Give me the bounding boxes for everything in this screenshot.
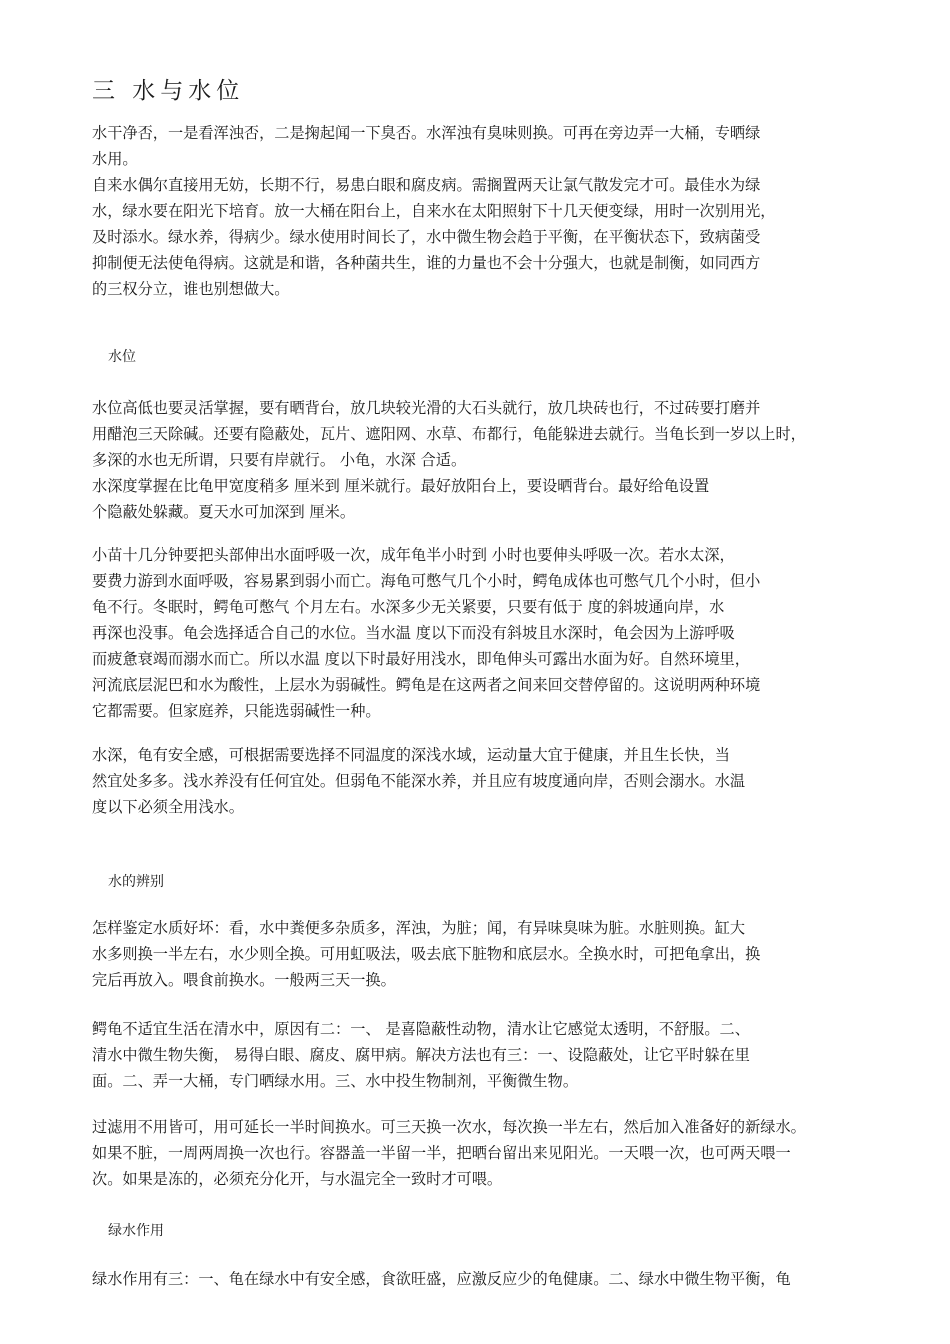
paragraph-breathing	[92, 542, 862, 724]
paragraph-filtering	[92, 1114, 862, 1192]
text-line: 水用。	[92, 150, 138, 168]
text-line: 多深的水也无所谓，只要有岸就行。 小龟，水深 合适。	[92, 451, 467, 469]
text-line: 水干净否，一是看浑浊否，二是掬起闻一下臭否。水浑浊有臭味则换。可再在旁边弄一大桶，专晒绿	[92, 124, 761, 142]
text-line: 水，绿水要在阳光下培育。放一大桶在阳台上，自来水在太阳照射下十几天便变绿，用时一次别用光，	[92, 202, 776, 220]
text-line: 次。如果是冻的，必须充分化开，与水温完全一致时才可喂。	[92, 1170, 503, 1188]
text-line: 抑制便无法使龟得病。这就是和谐，各种菌共生，谁的力量也不会十分强大，也就是制衡，如同西方	[92, 254, 761, 272]
text-line: 小苗十几分钟要把头部伸出水面呼吸一次，成年龟半小时到 小时也要伸头呼吸一次。若水太深，	[92, 546, 735, 564]
text-line: 个隐蔽处躲藏。夏天水可加深到 厘米。	[92, 503, 356, 521]
text-line: 水多则换一半左右，水少则全换。可用虹吸法，吸去底下脏物和底层水。全换水时，可把龟拿出，换	[92, 945, 761, 963]
text-line: 及时添水。绿水养，得病少。绿水使用时间长了，水中微生物会趋于平衡，在平衡状态下，致病菌受	[92, 228, 761, 246]
section-heading-water-identification: 水的辨别	[108, 874, 164, 890]
paragraph-green-water	[92, 1266, 862, 1292]
text-line: 怎样鉴定水质好坏：看，水中粪便多杂质多，浑浊，为脏；闻，有异味臭味为脏。水脏则换。缸大	[92, 919, 746, 937]
text-line: 的三权分立，谁也别想做大。	[92, 280, 290, 298]
text-line: 如果不脏，一周两周换一次也行。容器盖一半留一半，把晒台留出来见阳光。一天喂一次，也可两天喂一	[92, 1144, 791, 1162]
paragraph-clear-water	[92, 1016, 862, 1094]
page-title: 三 水与水位	[92, 78, 245, 104]
text-line: 而疲惫衰竭而溺水而亡。所以水温 度以下时最好用浅水，即龟伸头可露出水面为好。自然环境里，	[92, 650, 750, 668]
text-line: 水深度掌握在比龟甲宽度稍多 厘米到 厘米就行。最好放阳台上，要设晒背台。最好给龟设置	[92, 477, 710, 495]
text-line: 面。二、弄一大桶，专门晒绿水用。三、水中投生物制剂，平衡微生物。	[92, 1072, 578, 1090]
text-line: 水位高低也要灵活掌握，要有晒背台，放几块较光滑的大石头就行，放几块砖也行，不过砖要打磨并	[92, 399, 761, 417]
text-line: 水深，龟有安全感，可根据需要选择不同温度的深浅水域，运动量大宜于健康，并且生长快，当	[92, 746, 730, 764]
text-line: 河流底层泥巴和水为酸性，上层水为弱碱性。鳄龟是在这两者之间来回交替停留的。这说明两种环境	[92, 676, 761, 694]
text-line: 要费力游到水面呼吸，容易累到弱小而亡。海龟可憋气几个小时，鳄龟成体也可憋气几个小时，但小	[92, 572, 761, 590]
text-line: 自来水偶尔直接用无妨，长期不行，易患白眼和腐皮病。需搁置两天让氯气散发完才可。最佳水为绿	[92, 176, 761, 194]
text-line: 再深也没事。龟会选择适合自己的水位。当水温 度以下而没有斜坡且水深时，龟会因为上游呼吸	[92, 624, 735, 642]
section-heading-green-water: 绿水作用	[108, 1223, 164, 1239]
text-line: 完后再放入。喂食前换水。一般两三天一换。	[92, 971, 396, 989]
text-line: 清水中微生物失衡， 易得白眼、腐皮、腐甲病。解决方法也有三：一、设隐蔽处，让它平时躲在里	[92, 1046, 750, 1064]
text-line: 用醋泡三天除碱。还要有隐蔽处，瓦片、遮阳网、水草、布都行，龟能躲进去就行。当龟长到一岁以上时，	[92, 425, 806, 443]
paragraph-water-level	[92, 395, 862, 525]
text-line: 绿水作用有三：一、龟在绿水中有安全感，食欲旺盛，应激反应少的龟健康。二、绿水中微生物平衡，龟	[92, 1270, 791, 1288]
text-line: 度以下必须全用浅水。	[92, 798, 244, 816]
text-line: 过滤用不用皆可，用可延长一半时间换水。可三天换一次水，每次换一半左右，然后加入准备好的新绿水。	[92, 1118, 806, 1136]
text-line: 龟不行。冬眠时，鳄龟可憋气 个月左右。水深多少无关紧要，只要有低于 度的斜坡通向岸，水	[92, 598, 725, 616]
text-line: 然宜处多多。浅水养没有任何宜处。但弱龟不能深水养，并且应有坡度通向岸，否则会溺水。水温	[92, 772, 746, 790]
paragraph-water-quality	[92, 915, 862, 993]
text-line: 鳄龟不适宜生活在清水中，原因有二：一、 是喜隐蔽性动物，清水让它感觉太透明，不舒服。二、	[92, 1020, 750, 1038]
paragraph-deep-water	[92, 742, 862, 820]
section-heading-water-level: 水位	[108, 349, 136, 365]
paragraph-water-cleanliness	[92, 120, 862, 302]
text-line: 它都需要。但家庭养，只能选弱碱性一种。	[92, 702, 381, 720]
